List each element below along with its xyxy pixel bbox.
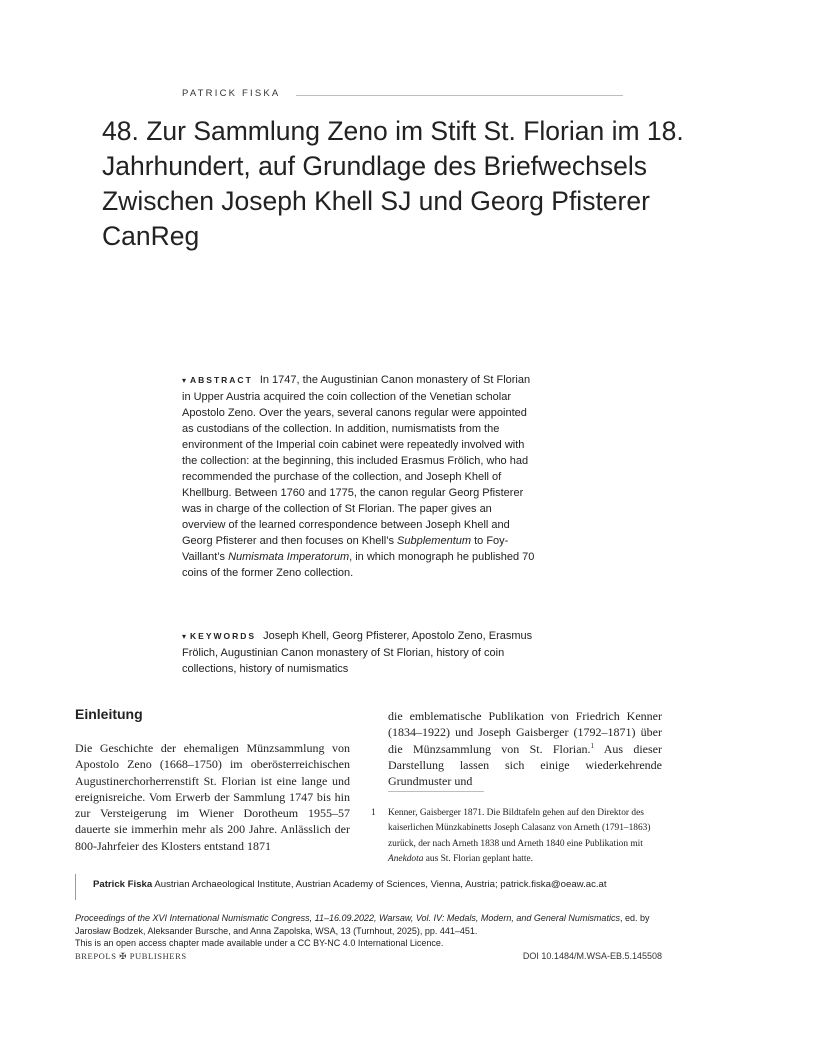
author-affiliation <box>93 879 607 890</box>
doi[interactable]: DOI 10.1484/M.WSA-EB.5.145508 <box>522 951 662 961</box>
keywords-text: Joseph Khell, Georg Pfisterer, Apostolo Zeno, Erasmus Frölich, Augustinian Canon monastery of St Florian, history of coin collections, history of numismatics <box>182 630 533 675</box>
keywords-label: KEYWORDS <box>190 631 257 641</box>
affiliation-details: Austrian Archaeological Institute, Austrian Academy of Sciences, Vienna, Austria; patrick.fiska@oeaw.ac.at <box>154 879 607 890</box>
body-right-text-2: Aus dieser Darstellung lassen sich einige wiederkehrende Grundmuster und <box>388 741 662 789</box>
footnote-text-part-2: aus St. Florian geplant hatte. <box>425 853 534 864</box>
running-header-author: PATRICK FISKA <box>182 88 281 99</box>
body-right-text-1: die emblematische Publikation von Friedrich Kenner (1834–1922) und Joseph Gaisberger (1792–1871) über die Münzsammlung von St. Florian. <box>388 709 662 756</box>
triangle-marker-icon: ▾ <box>182 632 187 641</box>
citation-details: , ed. by Jarosław Bodzek, Aleksander Bursche, and Anna Zapolska, WSA, 13 (Turnhout, 2025), pp. 441–451. <box>75 913 650 936</box>
abstract-italic-title-1: Subplementum <box>397 535 472 547</box>
footnote-text-part-1: Kenner, Gaisberger 1871. Die Bildtafeln gehen auf den Direktor des kaiserlichen Münzkabinetts Joseph Calasanz von Arneth (1791–1863) zurück, der nach Arneth 1838 und Arneth 1840 eine Publikation mit <box>388 808 651 849</box>
header-rule <box>296 95 623 96</box>
footnote-reference[interactable]: 1 <box>590 741 595 750</box>
license-statement: This is an open access chapter made available under a CC BY-NC 4.0 International Licence. <box>75 938 444 948</box>
citation-proceedings-title: Proceedings of the XVI International Numismatic Congress, 11–16.09.2022, Warsaw, Vol. IV: Medals, Modern, and General Numismatics <box>75 913 620 923</box>
affiliation-author-name: Patrick Fiska <box>93 879 153 890</box>
abstract-text-part-2: to Foy-Vaillant’s <box>182 535 509 563</box>
triangle-marker-icon: ▾ <box>182 376 187 385</box>
body-paragraph-right <box>388 708 662 789</box>
abstract-text-part-3: , in which monograph he published 70 coins of the former Zeno collection. <box>182 551 535 579</box>
footnote-rule <box>388 791 484 792</box>
section-heading: Einleitung <box>75 706 143 722</box>
footnote-text <box>388 806 662 867</box>
article-title: 48. Zur Sammlung Zeno im Stift St. Florian im 18. Jahrhundert, auf Grundlage des Briefwechsels Zwischen Joseph Khell SJ und Georg Pfisterer CanReg <box>102 116 684 251</box>
keywords-block <box>182 628 538 677</box>
publisher-logo: BREPOLS ✠ PUBLISHERS <box>75 951 187 961</box>
footnote-italic: Anekdota <box>388 853 424 864</box>
abstract-label: ABSTRACT <box>190 375 253 385</box>
footnote <box>371 806 662 867</box>
citation-block <box>75 912 675 950</box>
abstract-block <box>182 372 538 581</box>
body-paragraph-left: Die Geschichte der ehemaligen Münzsammlung von Apostolo Zeno (1668–1750) im oberösterreichischen Augustinerchorherrenstift St. Florian ist eine lange und ereignisreiche. Vom Erwerb der Sammlung 1747 bis hin zur Versteigerung im Wiener Dorotheum 1955–57 dauerte sie immerhin mehr als 200 Jahre. Anlässlich der 800-Jahrfeier des Klosters entstand 1871 <box>75 741 350 853</box>
footnote-number: 1 <box>371 808 376 818</box>
affiliation-bar <box>75 874 76 900</box>
abstract-italic-title-2: Numismata Imperatorum <box>228 551 350 563</box>
abstract-text-part-1: In 1747, the Augustinian Canon monastery of St Florian in Upper Austria acquired the coin collection of the Venetian scholar Apostolo Zeno. Over the years, several canons regular were appointed as custodians of the collection. In addition, numismatists from the environment of the Imperial coin cabinet were repeatedly involved with the collection: at the beginning, this included Erasmus Frölich, who had recommended the purchase of the collection, and Joseph Khell of Khellburg. Between 1760 and 1775, the canon regular Georg Pfisterer was in charge of the collection of St Florian. The paper gives an overview of the learned correspondence between Joseph Khell and Georg Pfisterer and then focuses on Khell’s <box>182 374 531 547</box>
